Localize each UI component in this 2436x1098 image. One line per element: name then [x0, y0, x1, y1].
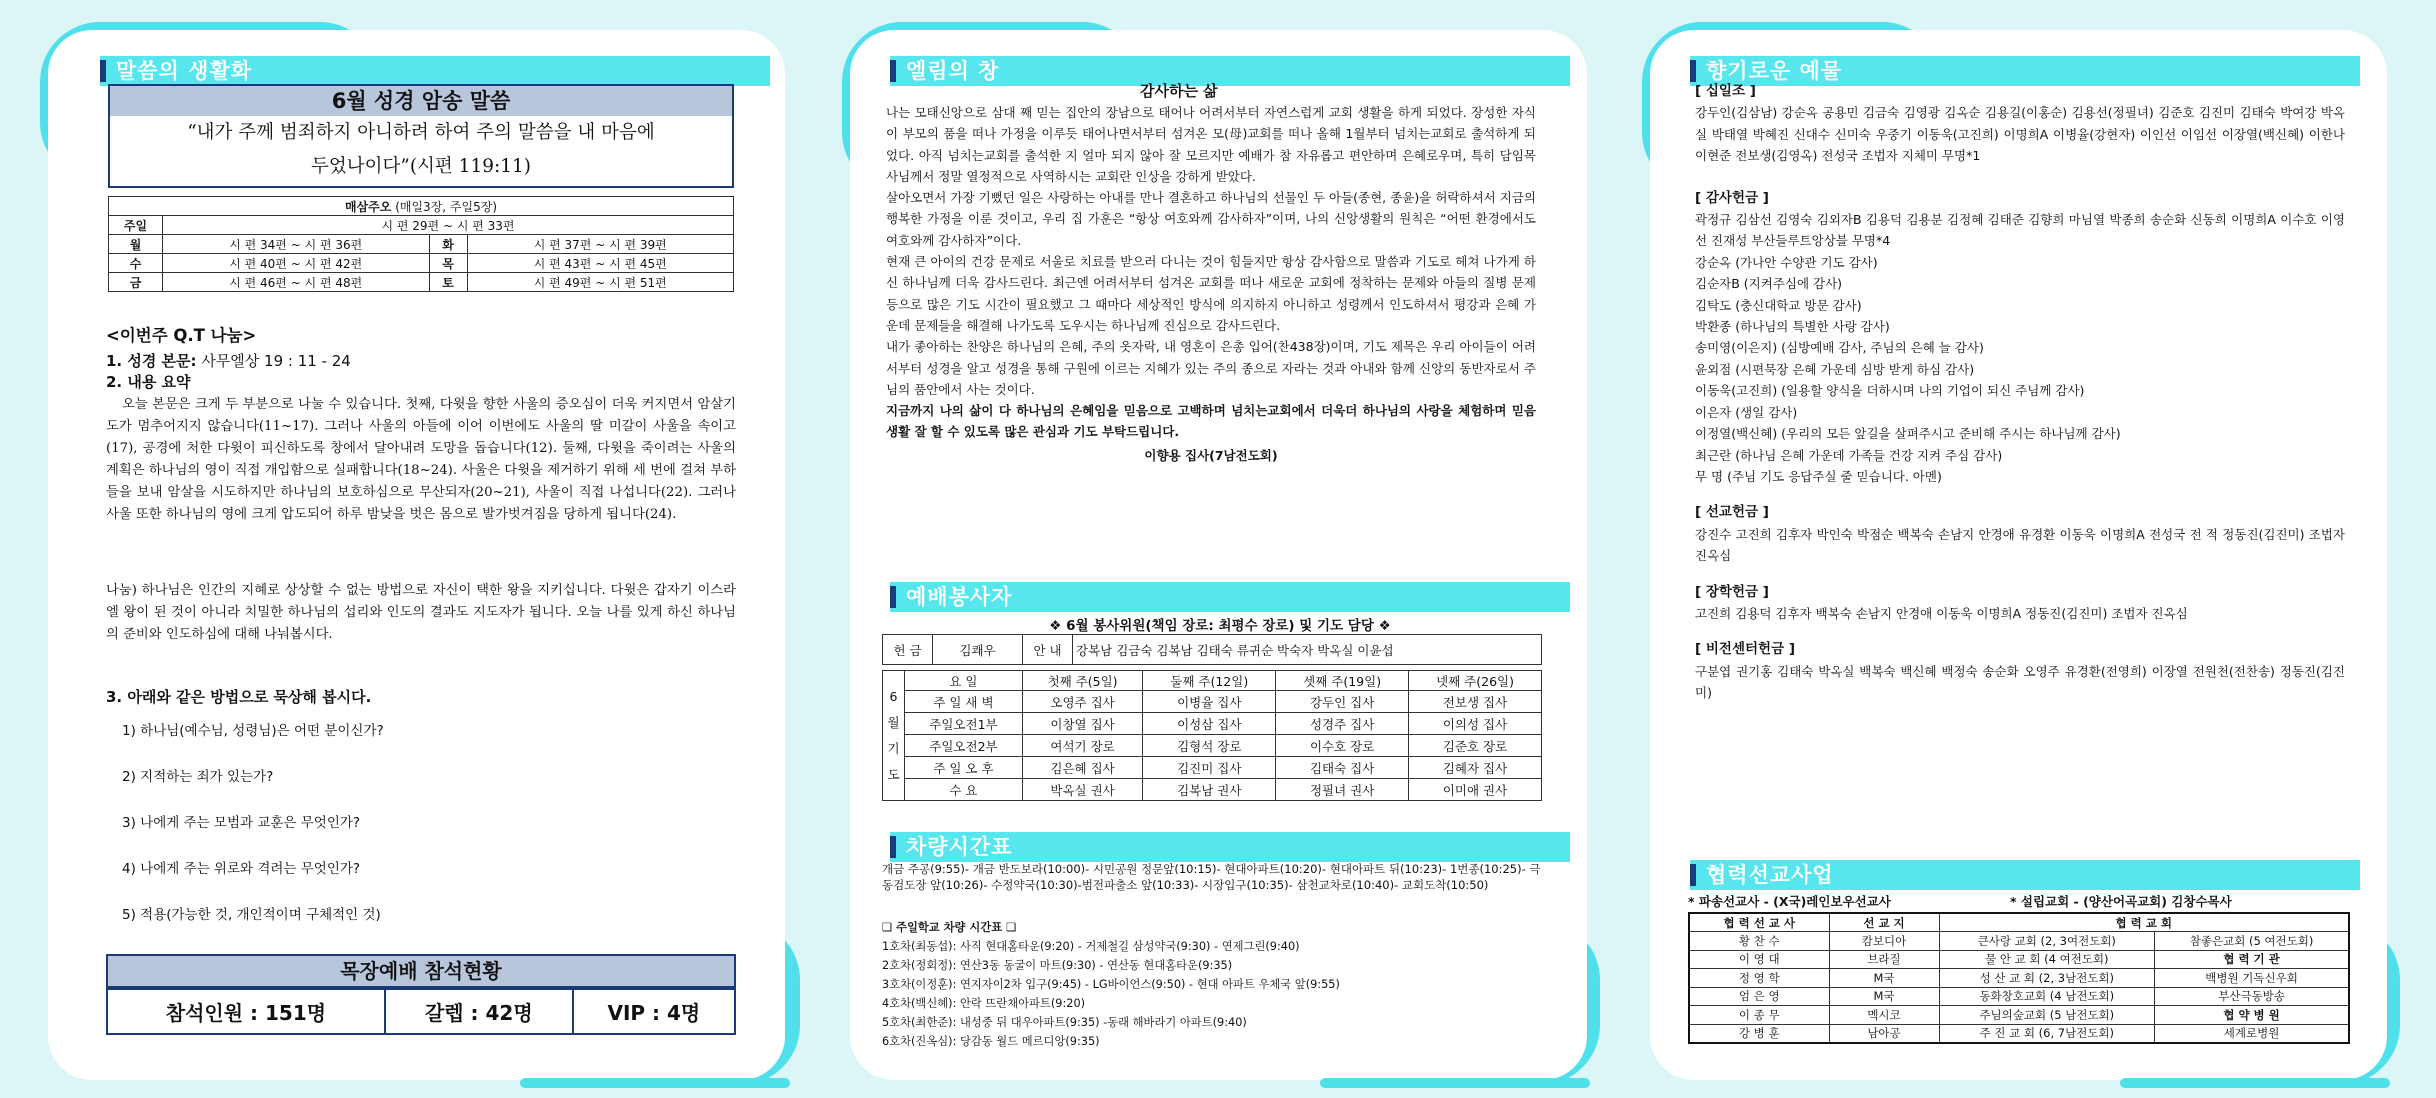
text-cell: 협 약 병 원: [2155, 1006, 2349, 1025]
text-cell: 세계로병원: [2155, 1024, 2349, 1043]
text-cell: 사무엘상 19 : 11 - 24: [201, 352, 351, 370]
table-row: [883, 713, 1542, 735]
table-row: [883, 691, 1542, 713]
attendance-caleb: 갈렙 : 42명: [385, 989, 573, 1034]
list-item: 4호차(백신혜): 안락 뜨란채아파트(9:20): [882, 997, 1086, 1010]
text-cell: 내가 좋아하는 찬양은 하나님의 은혜, 주의 옷자락, 내 영혼이 은총 입어(찬438장)이며, 기도 제목은 우리 아이들이 어려서부터 성경을 알고 성경을 통해 구원에 이르는 지혜가 있는 주의 종으로 자라는 것과 아내와 함께 신앙의 동반자로서 주님의 품안에서 사는 것이다.: [886, 339, 1536, 397]
text-cell: 정 영 학: [1689, 969, 1829, 988]
list-item: 2) 지적하는 죄가 있는가?: [122, 769, 274, 785]
text-cell: 동화창호교회 (4 남전도회): [1939, 987, 2155, 1006]
table-row: [883, 735, 1542, 757]
text-cell: 브라질: [1829, 950, 1939, 969]
mission-left: * 파송선교사 - (X국)레인보우선교사: [1688, 894, 1891, 909]
text-cell: 이병율 집사: [1143, 691, 1276, 713]
text-cell: 주 일 새 벽: [905, 691, 1023, 713]
text-cell: 예배봉사자: [906, 585, 1013, 609]
qt-summary-label: 2. 내용 요약: [106, 373, 191, 391]
service-subtitle: ❖ 6월 봉사위원(책임 장로: 최평수 장로) 및 기도 담당 ❖: [1049, 618, 1391, 634]
text-cell: 주 진 교 회 (6, 7남전도회): [1939, 1024, 2155, 1043]
qt-summary: 오늘 본문은 크게 두 부분으로 나눌 수 있습니다. 첫째, 다윗을 향한 사울의 증오심이 더욱 커지면서 암살기도가 멈추어지지 않습니다(11~17). 그러나 사울의 아들에 이어 이번에도 사울의 딸 미갈이 사울을 속이고(17), 공경에 처한 다윗이 피신하도록 창에서 달아내려 도망을 돕습니다(12). 둘째, 다윗을 죽이려는 사울의 계획은 하나님의 영이 직접 개입함으로 실패합니다(18~24). 사울은 다윗을 제거하기 위해 세 번에 걸쳐 부하들을 보내 암살을 시도하지만 하나님의 보호하심으로 무산되자(20~21), 사울이 직접 나섭니다(22). 그러나 사울 또한 하나님의 영에 크게 압도되어 하루 밤낮을 벗은 몸으로 발가벗겨짐을 당하게 됩니다(24).: [106, 397, 736, 522]
section-header: [1690, 860, 2360, 890]
table-row: [883, 779, 1542, 801]
text-cell: 두었나이다”(시편 119:11): [311, 156, 531, 177]
table-row: [1689, 1006, 2349, 1025]
text-cell: 월: [129, 237, 142, 252]
usher-table: [882, 634, 1542, 665]
section-header: [890, 56, 1570, 86]
text-cell: 1. 성경 본문:: [106, 352, 197, 370]
table-row: [1689, 1024, 2349, 1043]
bus-sub: [882, 918, 1542, 1051]
prayer-table: [882, 670, 1542, 801]
text-cell: “내가 주께 범죄하지 아니하려 하여 주의 말씀을 내 마음에: [187, 122, 655, 143]
text-cell: 곽정규 김삼선 김영숙 김외자B 김용덕 김용분 김정혜 김태준 김향희 마님열 박종희 송순화 신동희 이명희A 이수호 이영선 진재성 부산들루트앙상블 무명*4: [1695, 212, 2345, 249]
text-cell: ❑ 주일학교 차량 시간표 ❑: [882, 921, 1017, 934]
text-cell: 시 편 43편 ~ 시 편 45편: [467, 254, 734, 273]
text-cell: 금: [129, 275, 142, 290]
text-cell: M국: [1829, 987, 1939, 1006]
list-item: 1호차(최동섭): 사직 현대홈타운(9:20) - 거제철길 삼성약국(9:30) - 연제그린(9:40): [882, 940, 1300, 953]
text-cell: 셋째 주(19일): [1276, 671, 1409, 691]
text-cell: 주일: [123, 218, 148, 233]
text-cell: 이성삼 집사: [1143, 713, 1276, 735]
memory-title: 6월 성경 암송 말씀: [110, 86, 732, 116]
text-cell: 매삼주오: [344, 199, 392, 214]
text-cell: 구분엽 권기홍 김태숙 박옥실 백복숙 백신혜 백정숙 송순화 오영주 유경환(전영희) 이장열 전원천(전찬송) 정동진(김진미): [1695, 663, 2345, 701]
table-row: [1689, 932, 2349, 951]
text-cell: [ 비전센터헌금 ]: [1695, 641, 1795, 658]
text-cell: 요 일: [905, 671, 1023, 691]
text-cell: 김쾌우: [933, 635, 1023, 665]
text-cell: 협력선교사업: [1706, 863, 1834, 887]
text-cell: 6 월 기 도: [883, 671, 905, 801]
text-cell: 시 편 37편 ~ 시 편 39편: [467, 235, 734, 254]
text-cell: 박환종 (하나님의 특별한 사랑 감사): [1695, 319, 1890, 335]
table-row: [1689, 969, 2349, 988]
essay-author: 이향용 집사(7남전도회): [1144, 447, 1278, 463]
essay-title: 감사하는 삶: [1140, 82, 1218, 100]
text-cell: 화: [442, 237, 454, 252]
text-cell: 이은자 (생일 감사): [1695, 404, 1798, 420]
text-cell: 주님의숲교회 (5 남전도회): [1939, 1006, 2155, 1025]
table-header: [1689, 913, 2349, 932]
text-cell: 지금까지 나의 삶이 다 하나님의 은혜임을 믿음으로 고백하며 넘치는교회에서 더욱더 하나님의 사랑을 체험하며 믿음 생활 잘 할 수 있도록 많은 관심과 기도 부탁드립니다.: [886, 403, 1536, 440]
table-row: [883, 757, 1542, 779]
attendance-table: [106, 988, 736, 1035]
reading-title: [109, 197, 734, 216]
text-cell: 협 력 기 관: [2155, 950, 2349, 969]
text-cell: 살아오면서 가장 기뻤던 일은 사랑하는 아내를 만나 결혼하고 하나님의 선물인 두 아들(종현, 종윤)을 허락하셔서 지금의 행복한 가정을 이룬 것이고, 우리 집 가훈은 “항상 여호와께 감사하자”이며, 나의 신앙생활의 원칙은 “어떤 환경에서도 여호와께 감사하자”이다.: [886, 190, 1536, 248]
list-item: 5) 적용(가능한 것, 개인적이며 구체적인 것): [122, 907, 381, 923]
qt-section: [106, 322, 736, 949]
list-item: 6호차(진옥심): 당감동 월드 메르디앙(9:35): [882, 1035, 1100, 1048]
text-cell: 부산극동방송: [2155, 987, 2349, 1006]
text-cell: 수 요: [905, 779, 1023, 801]
text-cell: 참좋은교회 (5 여전도회): [2155, 932, 2349, 951]
table-row: [1689, 950, 2349, 969]
decor-bar: [1320, 1078, 1590, 1088]
text-cell: 엘림의 창: [906, 59, 1000, 83]
qt-questions: [106, 719, 736, 923]
qt-sharing: 나눔) 하나님은 인간의 지혜로 상상할 수 없는 방법으로 자신이 택한 왕을 지키십니다. 다윗은 갑자기 이스라엘 왕이 된 것이 아니라 치밀한 하나님의 섭리와 인도의 결과도 지도자가 됩니다. 오늘 나를 있게 하신 하나님의 준비와 인도하심에 대해 나눠봅시다.: [106, 583, 736, 642]
decor-bar: [520, 1078, 790, 1088]
text-cell: 강 병 훈: [1689, 1024, 1829, 1043]
qt-meditate-label: 3. 아래와 같은 방법으로 묵상해 봅시다.: [106, 688, 372, 706]
text-cell: 캄보디아: [1829, 932, 1939, 951]
text-cell: 시 편 40편 ~ 시 편 42편: [163, 254, 430, 273]
text-cell: [ 십일조 ]: [1695, 83, 1756, 99]
text-cell: [ 선교헌금 ]: [1695, 504, 1769, 521]
text-cell: 엄 은 영: [1689, 987, 1829, 1006]
text-cell: 멕시코: [1829, 1006, 1939, 1025]
text-cell: 김탁도 (충신대학교 방문 감사): [1695, 297, 1862, 313]
text-cell: 남아공: [1829, 1024, 1939, 1043]
text-cell: 목: [442, 256, 454, 271]
text-cell: 이 영 대: [1689, 950, 1829, 969]
text-cell: 시 편 34편 ~ 시 편 36편: [163, 235, 430, 254]
text-cell: [ 감사헌금 ]: [1695, 189, 1769, 206]
text-cell: 김복남 권사: [1143, 779, 1276, 801]
text-cell: 강복남 김금숙 김복남 김태숙 류귀순 박숙자 박옥실 이윤섭: [1073, 635, 1542, 665]
text-cell: 윤외점 (시편묵장 은혜 가운데 심방 받게 하심 감사): [1695, 361, 1975, 377]
text-cell: 강두인(김삼남) 강순옥 공용민 김금숙 김영광 김옥순 김용길(이홍순) 김용선(정필녀) 김준호 김진미 김태숙 박여강 박옥실 박태열 박혜진 신대수 신미숙 우중기 이동욱(고진희) 이명희A 이병율(강현자) 이인선 이임선 이장열(백신혜) 이한나 이현준 전보생(김영옥) 전성국 조법자 지체미 무명*1: [1695, 105, 2345, 164]
list-item: 2호차(정회정): 연산3동 동굴이 마트(9:30) - 연산동 현대홈타운(9:35): [882, 959, 1233, 972]
text-cell: 송미영(이은지) (심방예배 감사, 주님의 은혜 늘 감사): [1695, 340, 1984, 356]
text-cell: 주 일 오 후: [905, 757, 1023, 779]
text-cell: 강진수 고진희 김후자 박인숙 박점순 백복숙 손남지 안경애 유경환 이동욱 이명희A 전성국 전 적 정동진(김진미) 조법자 진옥심: [1695, 526, 2345, 564]
text-cell: 김은혜 집사: [1022, 757, 1142, 779]
text-cell: 무 명 (주님 기도 응답주실 줄 믿습니다. 아멘): [1695, 468, 1942, 484]
text-cell: 주일오전1부: [905, 713, 1023, 735]
text-cell: 이창열 집사: [1022, 713, 1142, 735]
text-cell: 선 교 지: [1829, 913, 1939, 932]
list-item: 1) 하나님(예수님, 성령님)은 어떤 분이신가?: [122, 723, 384, 739]
memory-verse-box: [108, 84, 734, 188]
qt-passage: [106, 350, 736, 371]
text-cell: 주일오전2부: [905, 735, 1023, 757]
text-cell: 시 편 29편 ~ 시 편 33편: [163, 216, 734, 235]
text-cell: 전보생 집사: [1409, 691, 1542, 713]
text-cell: 이수호 장로: [1276, 735, 1409, 757]
text-cell: 김준호 장로: [1409, 735, 1542, 757]
text-cell: M국: [1829, 969, 1939, 988]
text-cell: 현재 큰 아이의 건강 문제로 서울로 치료를 받으러 다니는 것이 힘들지만 항상 감사함으로 말씀과 기도로 헤쳐 나가게 하신 하나님께 더욱 감사드린다. 최근엔 어려서부터 섬겨온 교회를 떠나 새로운 교회에 정착하는 문제와 아들의 질병 문제 등으로 많은 기도 시간이 필요했고 그 때마다 세상적인 방식에 의지하지 아니하고 성령께서 인도하셔서 평강과 은혜 가운데 문제들을 해결해 나가도록 도우시는 하나님께 진심으로 감사드린다.: [886, 254, 1536, 333]
list-item: 4) 나에게 주는 위로와 격려는 무엇인가?: [122, 861, 361, 877]
text-cell: 향기로운 예물: [1706, 59, 1843, 83]
text-cell: 이동욱(고진희) (일용할 양식을 더하시며 나의 기업이 되신 주님께 감사): [1695, 383, 2085, 399]
attendance-title: 목장예배 참석현황: [106, 954, 736, 988]
list-item: 5호차(최한준): 내성중 뒤 대우아파트(9:35) -동래 해바라기 아파트(9:40): [882, 1016, 1247, 1029]
text-cell: 김순자B (지켜주심에 감사): [1695, 276, 1843, 292]
mission-right: * 설립교회 - (양산어곡교회) 김창수목사: [2010, 894, 2232, 909]
section-header: [890, 832, 1570, 862]
text-cell: 넷째 주(26일): [1409, 671, 1542, 691]
text-cell: [ 장학헌금 ]: [1695, 583, 1769, 600]
text-cell: 시 편 46편 ~ 시 편 48편: [163, 273, 430, 292]
table-row: [1689, 987, 2349, 1006]
text-cell: 정필녀 권사: [1276, 779, 1409, 801]
attendance-total: 참석인원 : 151명: [107, 989, 385, 1034]
text-cell: 큰사랑 교회 (2, 3여전도회): [1939, 932, 2155, 951]
table-row: [109, 216, 734, 235]
text-cell: 토: [442, 275, 454, 290]
text-cell: 둘째 주(12일): [1143, 671, 1276, 691]
text-cell: 안 내: [1023, 635, 1073, 665]
text-cell: 이의성 집사: [1409, 713, 1542, 735]
text-cell: 김형석 장로: [1143, 735, 1276, 757]
mission-table: [1688, 912, 2350, 1044]
section-header: [890, 582, 1570, 612]
text-cell: 성 산 교 회 (2, 3남전도회): [1939, 969, 2155, 988]
text-cell: 이정열(백신혜) (우리의 모든 앞길을 살펴주시고 준비해 주시는 하나님께 감사): [1695, 426, 2121, 442]
text-cell: 협 력 교 회: [1939, 913, 2349, 932]
text-cell: 강두인 집사: [1276, 691, 1409, 713]
reading-table: [108, 196, 734, 292]
table-row: [109, 235, 734, 254]
text-cell: 김진미 집사: [1143, 757, 1276, 779]
text-cell: 헌 금: [883, 635, 933, 665]
text-cell: 백병원 기독신우회: [2155, 969, 2349, 988]
text-cell: 협 력 선 교 사: [1689, 913, 1829, 932]
text-cell: 말씀의 생활화: [116, 59, 253, 83]
table-row: [109, 254, 734, 273]
text-cell: 차량시간표: [906, 835, 1013, 859]
qt-title: <이번주 Q.T 나눔>: [106, 326, 257, 345]
text-cell: 시 편 49편 ~ 시 편 51편: [467, 273, 734, 292]
text-cell: 여석기 장로: [1022, 735, 1142, 757]
table-row: [109, 273, 734, 292]
text-cell: 황 찬 수: [1689, 932, 1829, 951]
text-cell: 물 안 교 회 (4 여전도회): [1939, 950, 2155, 969]
text-cell: 첫째 주(5일): [1022, 671, 1142, 691]
essay-body: [886, 102, 1536, 466]
text-cell: 이 종 무: [1689, 1006, 1829, 1025]
text-cell: 오영주 집사: [1022, 691, 1142, 713]
text-cell: 고진희 김용덕 김후자 백복숙 손남지 안경애 이동욱 이명희A 정동진(김진미) 조법자 진옥심: [1695, 605, 2188, 621]
decor-bar: [2120, 1078, 2390, 1088]
text-cell: 최근란 (하나님 은혜 가운데 가족들 건강 지켜 주심 감사): [1695, 447, 2003, 463]
text-cell: 수: [129, 256, 142, 271]
attendance-vip: VIP : 4명: [573, 989, 735, 1034]
text-cell: 김혜자 집사: [1409, 757, 1542, 779]
text-cell: 김태숙 집사: [1276, 757, 1409, 779]
text-cell: 강순옥 (가나안 수양관 기도 감사): [1695, 254, 1878, 270]
text-cell: 이미애 권사: [1409, 779, 1542, 801]
text-cell: 박옥실 권사: [1022, 779, 1142, 801]
text-cell: (매일3장, 주일5장): [395, 199, 498, 214]
list-item: 3호차(이정훈): 연지자이2차 입구(9:45) - LG바이언스(9:50) - 현대 아파트 우체국 앞(9:55): [882, 978, 1340, 991]
section-header: [100, 56, 770, 86]
bus-main: 개금 주공(9:55)- 개금 반도보라(10:00)- 시민공원 정문앞(10:15)- 현대아파트(10:20)- 현대아파트 뒤(10:23)- 1번종(10:25)- 극동검도장 앞(10:26)- 수정약국(10:30)-범전파출소 앞(10:33)- 시장입구(10:35)- 삼천교차로(10:40)- 교회도착(10:50): [882, 862, 1541, 892]
list-item: 3) 나에게 주는 모범과 교훈은 무엇인가?: [122, 815, 361, 831]
offering-list: [1695, 80, 2345, 704]
text-cell: 나는 모태신앙으로 삼대 째 믿는 집안의 장남으로 태어나 어려서부터 자연스럽게 교회 생활을 하게 되었다. 장성한 자식이 부모의 품을 떠나 가정을 이루듯 태어나면서부터 섬겨온 모(母)교회를 떠나 올해 1월부터 넘치는교회로 출석하게 되었다. 아직 넘치는교회를 출석한 지 얼마 되지 않아 잘 모르지만 예배가 참 자유롭고 편안하며 은혜로우며, 특히 담임목사님께서 정말 열정적으로 사역하시는 교회란 인상을 강하게 받았다.: [886, 105, 1536, 184]
memory-verse: [110, 116, 732, 184]
text-cell: 성경주 집사: [1276, 713, 1409, 735]
